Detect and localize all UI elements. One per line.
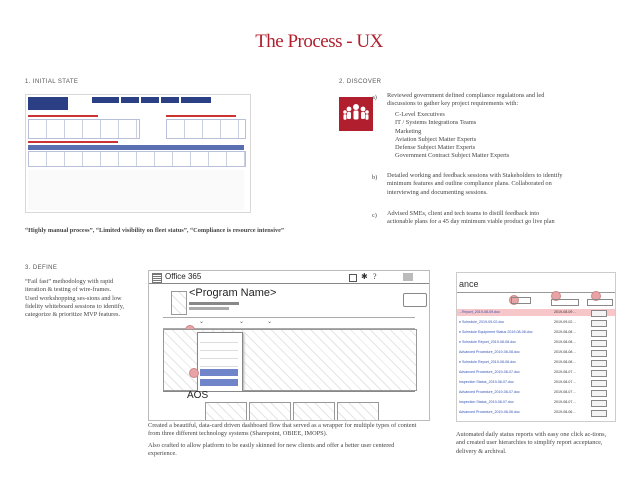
stakeholder-item: C-Level Executives bbox=[395, 111, 445, 118]
report-heading: ance bbox=[459, 279, 479, 289]
legacy-tab bbox=[92, 97, 119, 103]
action-button[interactable] bbox=[591, 390, 607, 397]
action-button[interactable] bbox=[591, 320, 607, 327]
data-card[interactable] bbox=[249, 402, 291, 421]
legacy-table bbox=[166, 119, 246, 139]
section-label: AOS bbox=[187, 390, 209, 401]
legacy-tab bbox=[141, 97, 159, 103]
define-description: “Fail fast” methodology with rapid iteration & testing of wire-frames. Used workshopping ses-sions and low fidelity whiteboard sessions to identify, categorize & prioritize MVP features. bbox=[25, 278, 125, 319]
report-link[interactable]: e Schedule_2019-09-02.doc bbox=[459, 320, 505, 324]
action-button[interactable] bbox=[591, 400, 607, 407]
report-date: 2019-08-08 ... bbox=[554, 360, 577, 364]
discover-item-letter: c) bbox=[372, 212, 377, 219]
report-row[interactable] bbox=[457, 389, 615, 396]
dashboard-caption: Created a beautiful, data-card driven dashboard flow that served as a wrapper for multiple types of content from three different technology systems (Sharepoint, OBIEE, IMOPS). bbox=[148, 422, 417, 438]
header-action-button[interactable] bbox=[403, 293, 427, 307]
report-link[interactable]: Advanced Procedure_2019-08-06.doc bbox=[459, 410, 520, 414]
initial-state-screenshot bbox=[25, 94, 251, 213]
initial-state-quote: “Highly manual process”, “Limited visibility on fleet status”, “Compliance is resource intensive” bbox=[25, 227, 285, 234]
stakeholder-item: IT / Systems Integrations Teams bbox=[395, 119, 477, 127]
app-name: Office 365 bbox=[165, 272, 202, 281]
action-button[interactable] bbox=[591, 350, 607, 357]
chevron-down-icon[interactable]: ⌄ bbox=[267, 319, 273, 325]
report-link[interactable]: Advanced Procedure_2019-08-07.doc bbox=[459, 390, 520, 394]
report-date: 2019-08-06 ... bbox=[554, 410, 577, 414]
legacy-tab bbox=[181, 97, 211, 103]
data-card[interactable] bbox=[293, 402, 335, 421]
report-link[interactable]: Advanced Procedure_2019-08-08.doc bbox=[459, 350, 520, 354]
action-button[interactable] bbox=[591, 380, 607, 387]
report-link[interactable]: ...Report_2019-08-09.doc bbox=[459, 310, 500, 314]
report-date: 2019-08-08 ... bbox=[554, 350, 577, 354]
report-date: 2019-08-07 ... bbox=[554, 380, 577, 384]
chevron-down-icon[interactable]: ⌄ bbox=[199, 319, 205, 325]
report-row[interactable] bbox=[457, 319, 615, 326]
report-date: 2019-08-07 ... bbox=[554, 370, 577, 374]
filter-dropdown[interactable] bbox=[511, 297, 531, 304]
menu-item[interactable] bbox=[200, 361, 238, 367]
report-row[interactable] bbox=[457, 339, 615, 346]
menu-item-highlighted[interactable] bbox=[200, 369, 238, 376]
dropdown-menu[interactable] bbox=[197, 332, 243, 394]
legacy-tab bbox=[161, 97, 179, 103]
page-title: The Process - UX bbox=[255, 31, 383, 52]
report-link[interactable]: Advanced Procedure_2019-08-07.doc bbox=[459, 370, 520, 374]
legacy-table-header bbox=[28, 145, 244, 150]
data-card[interactable] bbox=[205, 402, 247, 421]
menu-item[interactable] bbox=[200, 337, 238, 343]
menu-item[interactable] bbox=[200, 345, 238, 351]
section-heading-discover: 2. DISCOVER bbox=[339, 79, 382, 85]
program-subtitle bbox=[189, 302, 239, 305]
program-subtitle bbox=[189, 307, 229, 310]
filter-dropdown[interactable] bbox=[551, 299, 579, 306]
report-date: 2019-08-07 ... bbox=[554, 400, 577, 404]
report-row[interactable] bbox=[457, 409, 615, 416]
action-button[interactable] bbox=[591, 340, 607, 347]
report-date: 2019-08-08 ... bbox=[554, 340, 577, 344]
report-date: 2019-08-09 ... bbox=[554, 310, 577, 314]
report-date: 2019-08-08 ... bbox=[554, 330, 577, 334]
chevron-down-icon[interactable]: ⌄ bbox=[239, 319, 245, 325]
stakeholder-item: Aviation Subject Matter Experts bbox=[395, 135, 477, 143]
legacy-red-rule bbox=[28, 141, 118, 143]
stakeholder-list bbox=[395, 111, 585, 161]
section-heading-initial-state: 1. INITIAL STATE bbox=[25, 79, 79, 85]
people-group-icon bbox=[339, 97, 373, 131]
legacy-empty-area bbox=[28, 170, 244, 210]
report-row[interactable] bbox=[457, 349, 615, 356]
report-link[interactable]: e Schedule Report_2019-08-08.doc bbox=[459, 360, 516, 364]
report-link[interactable]: Inspection Status_2019-08-07.doc bbox=[459, 400, 514, 404]
report-link[interactable]: Inspection Status_2019-08-07.doc bbox=[459, 380, 514, 384]
action-button[interactable] bbox=[591, 360, 607, 367]
notification-icon bbox=[349, 274, 357, 282]
report-row[interactable] bbox=[457, 379, 615, 386]
avatar bbox=[403, 273, 413, 281]
legacy-red-rule bbox=[28, 115, 98, 117]
program-logo-placeholder bbox=[171, 291, 187, 315]
status-report-mockup bbox=[456, 272, 616, 422]
discover-item-text: Reviewed government defined compliance regulations and led discussions to gather key project requirements with: bbox=[387, 92, 545, 108]
menu-item[interactable] bbox=[200, 353, 238, 359]
report-date: 2019-09-02 ... bbox=[554, 320, 577, 324]
stakeholder-item: Marketing bbox=[395, 127, 422, 135]
help-icon: ? bbox=[373, 272, 377, 281]
app-launcher-icon bbox=[152, 273, 162, 283]
action-button[interactable] bbox=[591, 410, 607, 417]
report-link[interactable]: e Schedule Equipment Status 2019-08-08.doc bbox=[459, 330, 533, 334]
report-row[interactable] bbox=[457, 369, 615, 376]
report-link[interactable]: e Schedule Report_2019-08-08.doc bbox=[459, 340, 516, 344]
stakeholder-item: Defense Subject Matter Experts bbox=[395, 144, 476, 152]
report-row[interactable] bbox=[457, 309, 615, 316]
legacy-table bbox=[28, 151, 246, 167]
legacy-table bbox=[28, 119, 140, 139]
legacy-app-logo bbox=[28, 97, 68, 110]
report-row[interactable] bbox=[457, 359, 615, 366]
section-heading-define: 3. DEFINE bbox=[25, 265, 58, 271]
discover-item-letter: a) bbox=[372, 94, 377, 101]
report-row[interactable] bbox=[457, 329, 615, 336]
dashboard-mockup bbox=[148, 270, 430, 421]
dashboard-caption-2: Also crafted to allow platform to be easily skinned for new clients and offer a better user centered experience. bbox=[148, 442, 395, 458]
report-caption: Automated daily status reports with easy one click ac-tions, and created user hierarchies to simplify report acceptance, delivery & archival. bbox=[456, 431, 607, 455]
gear-icon: ✱ bbox=[361, 272, 368, 281]
annotation-marker bbox=[189, 368, 199, 378]
data-card[interactable] bbox=[337, 402, 379, 421]
legacy-red-rule bbox=[166, 115, 236, 117]
legacy-tab bbox=[121, 97, 139, 103]
action-button[interactable] bbox=[591, 370, 607, 377]
program-name: <Program Name> bbox=[189, 287, 277, 299]
action-button[interactable] bbox=[591, 330, 607, 337]
action-button[interactable] bbox=[591, 310, 607, 317]
discover-item-letter: b) bbox=[372, 174, 378, 181]
discover-item-text: Advised SMEs, client and tech teams to distill feedback into actionable plans for a 45 day minimum viable product go live plan bbox=[387, 210, 555, 226]
discover-item-text: Detailed working and feedback sessions with Stakeholders to identify minimum features and outline compliance plans. Collaborated on interviewing and documenting sessions. bbox=[387, 172, 563, 196]
menu-item-highlighted[interactable] bbox=[200, 379, 238, 386]
stakeholder-item: Government Contract Subject Matter Experts bbox=[395, 152, 510, 160]
filter-dropdown[interactable] bbox=[587, 299, 613, 306]
report-row[interactable] bbox=[457, 399, 615, 406]
report-date: 2019-08-07 ... bbox=[554, 390, 577, 394]
